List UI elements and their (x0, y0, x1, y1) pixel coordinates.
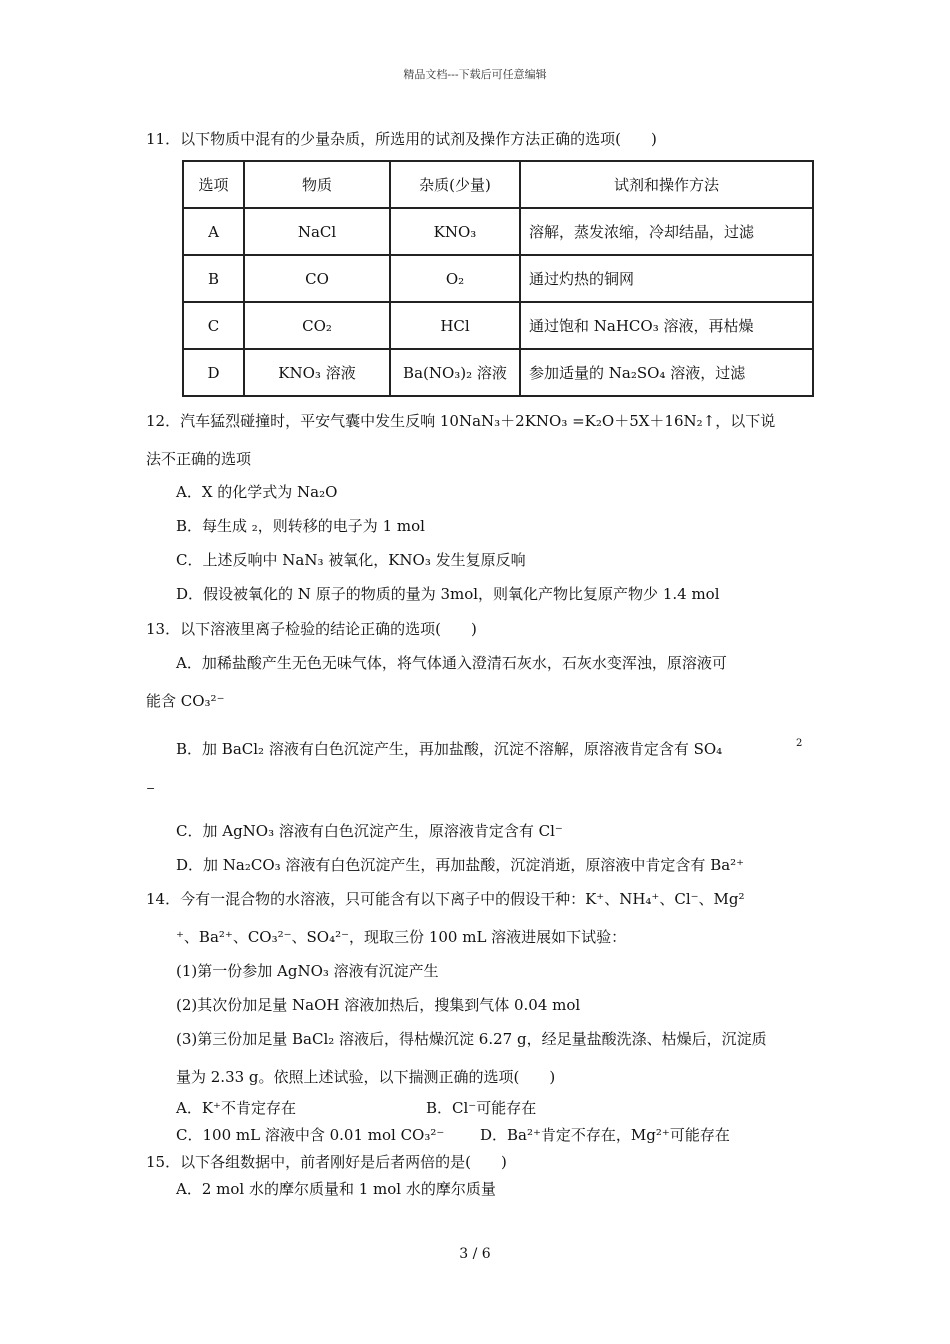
q13-option-b-superscript: 2 (796, 738, 803, 749)
q12-option-b: B．每生成 ₂，则转移的电子为 1 mol (176, 517, 425, 535)
table-cell: 通过饱和 NaHCO₃ 溶液，再枯燥 (520, 302, 813, 349)
table-cell: D (183, 349, 244, 396)
q13-option-d: D．加 Na₂CO₃ 溶液有白色沉淀产生，再加盐酸，沉淀消逝，原溶液中肯定含有 Ba²⁺ (176, 856, 745, 874)
table-header-cell: 物质 (244, 161, 390, 208)
q13-option-a-line2: 能含 CO₃²⁻ (146, 692, 225, 710)
table-cell: C (183, 302, 244, 349)
q14-stem-line1: 14．今有一混合物的水溶液，只可能含有以下离子中的假设干种：K⁺、NH₄⁺、Cl⁻、Mg² (146, 890, 745, 908)
q12-stem-line1: 12．汽车猛烈碰撞时，平安气囊中发生反响 10NaN₃＋2KNO₃ =K₂O＋5X＋16N₂↑，以下说 (146, 412, 776, 430)
table-header-row (183, 161, 813, 208)
q13-option-b-line1: B．加 BaCl₂ 溶液有白色沉淀产生，再加盐酸，沉淀不溶解，原溶液肯定含有 SO₄ (176, 740, 723, 758)
table-cell: KNO₃ 溶液 (244, 349, 390, 396)
table-cell: CO (244, 255, 390, 302)
q12-option-a: A．X 的化学式为 Na₂O (176, 483, 338, 501)
table-cell: 通过灼热的铜网 (520, 255, 813, 302)
q14-option-a: A．K⁺不肯定存在 (176, 1099, 296, 1117)
table-cell: 溶解，蒸发浓缩，冷却结晶，过滤 (520, 208, 813, 255)
table-cell: 参加适量的 Na₂SO₄ 溶液，过滤 (520, 349, 813, 396)
table-cell: HCl (390, 302, 520, 349)
q12-stem-line2: 法不正确的选项 (146, 450, 252, 468)
table-cell: Ba(NO₃)₂ 溶液 (390, 349, 520, 396)
page-number: 3 / 6 (459, 1246, 491, 1262)
q14-option-b: B．Cl⁻可能存在 (426, 1099, 537, 1117)
table-cell: A (183, 208, 244, 255)
q13-option-a-line1: A．加稀盐酸产生无色无味气体，将气体通入澄清石灰水，石灰水变浑浊，原溶液可 (176, 654, 727, 672)
table-header-cell: 试剂和操作方法 (520, 161, 813, 208)
table-cell: B (183, 255, 244, 302)
q11-stem: 11．以下物质中混有的少量杂质，所选用的试剂及操作方法正确的选项( ) (146, 130, 657, 148)
table-cell: CO₂ (244, 302, 390, 349)
table-row (183, 349, 813, 396)
q14-step-3-line1: (3)第三份加足量 BaCl₂ 溶液后，得枯燥沉淀 6.27 g，经足量盐酸洗涤、枯燥后，沉淀质 (176, 1030, 767, 1048)
page-header: 精品文档---下载后可任意编辑 (403, 68, 547, 81)
table-row (183, 255, 813, 302)
q14-step-3-line2: 量为 2.33 g。依照上述试验，以下揣测正确的选项( ) (176, 1068, 556, 1086)
q14-stem-line2: ⁺、Ba²⁺、CO₃²⁻、SO₄²⁻，现取三份 100 mL 溶液进展如下试验： (176, 928, 627, 946)
table-row (183, 208, 813, 255)
q14-step-1: (1)第一份参加 AgNO₃ 溶液有沉淀产生 (176, 962, 439, 980)
q13-stem: 13．以下溶液里离子检验的结论正确的选项( ) (146, 620, 477, 638)
q15-option-a: A．2 mol 水的摩尔质量和 1 mol 水的摩尔质量 (176, 1180, 496, 1198)
table-header-cell: 选项 (183, 161, 244, 208)
q12-option-d: D．假设被氧化的 N 原子的物质的量为 3mol，则氧化产物比复原产物少 1.4 mol (176, 585, 720, 603)
q13-option-c: C．加 AgNO₃ 溶液有白色沉淀产生，原溶液肯定含有 Cl⁻ (176, 822, 563, 840)
q14-step-2: (2)其次份加足量 NaOH 溶液加热后，搜集到气体 0.04 mol (176, 996, 581, 1014)
q14-option-d: D．Ba²⁺肯定不存在，Mg²⁺可能存在 (480, 1126, 730, 1144)
q13-option-b-line2: − (146, 782, 156, 795)
q15-stem: 15．以下各组数据中，前者刚好是后者两倍的是( ) (146, 1153, 507, 1171)
q12-option-c: C．上述反响中 NaN₃ 被氧化，KNO₃ 发生复原反响 (176, 551, 526, 569)
table-cell: KNO₃ (390, 208, 520, 255)
q11-options-table (182, 160, 814, 397)
table-cell: O₂ (390, 255, 520, 302)
table-header-cell: 杂质(少量) (390, 161, 520, 208)
table-cell: NaCl (244, 208, 390, 255)
table-row (183, 302, 813, 349)
q14-option-c: C．100 mL 溶液中含 0.01 mol CO₃²⁻ (176, 1126, 445, 1144)
